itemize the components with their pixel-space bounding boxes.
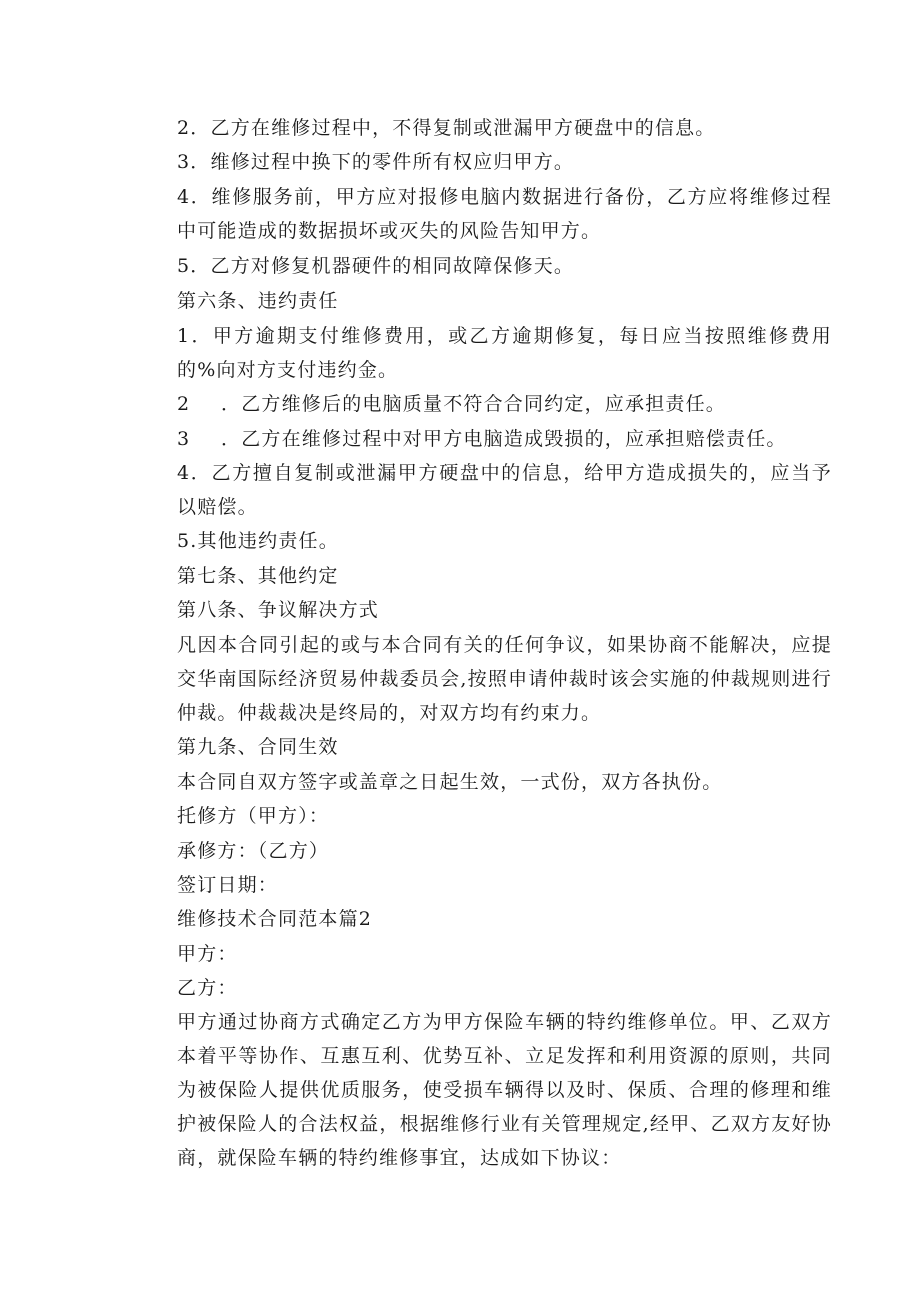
paragraph-preamble: 甲方通过协商方式确定乙方为甲方保险车辆的特约维修单位。甲、乙双方本着平等协作、互惠互利、优势互补、立足发挥和利用资源的原则，共同为被保险人提供优质服务，使受损车辆得以及时、保质、合理的修理和维护被保险人的合法权益，根据维修行业有关管理规定,经甲、乙双方友好协商，就保险车辆的特约维修事宜，达成如下协议： [177, 1011, 832, 1169]
signature-party-a: 托修方（甲方）： [177, 805, 330, 827]
signing-date: 签订日期： [177, 874, 279, 896]
heading-article-8: 第八条、争议解决方式 [177, 599, 380, 621]
paragraph-clause-5-3: 3．维修过程中换下的零件所有权应归甲方。 [177, 151, 575, 173]
clause-text: ．乙方在维修过程中对甲方电脑造成毁损的，应承担赔偿责任。 [221, 428, 787, 450]
section-title-sample-2: 维修技术合同范本篇2 [177, 908, 373, 930]
paragraph-clause-5-4: 4．维修服务前，甲方应对报修电脑内数据进行备份，乙方应将维修过程中可能造成的数据损坏或灭失的风险告知甲方。 [177, 186, 832, 242]
signature-party-b: 承修方：（乙方） [177, 840, 330, 862]
paragraph-arbitration: 凡因本合同引起的或与本合同有关的任何争议，如果协商不能解决，应提交华南国际经济贸易仲裁委员会,按照申请仲裁时该会实施的仲裁规则进行仲裁。仲裁裁决是终局的，对双方均有约束力。 [177, 634, 832, 724]
heading-article-9: 第九条、合同生效 [177, 736, 339, 758]
paragraph-clause-5-2: 2．乙方在维修过程中，不得复制或泄漏甲方硬盘中的信息。 [177, 117, 716, 139]
heading-article-6: 第六条、违约责任 [177, 290, 339, 312]
clause-number: 3 [177, 428, 191, 450]
clause-number: 2 [177, 393, 191, 415]
paragraph-clause-6-3 [137, 422, 832, 456]
paragraph-clause-6-5: 5.其他违约责任。 [177, 530, 339, 552]
paragraph-effectiveness: 本合同自双方签字或盖章之日起生效，一式份，双方各执份。 [177, 771, 723, 793]
paragraph-clause-6-2 [137, 387, 832, 421]
heading-article-7: 第七条、其他约定 [177, 565, 339, 587]
clause-text: ．乙方维修后的电脑质量不符合合同约定，应承担责任。 [221, 393, 727, 415]
paragraph-clause-5-5: 5．乙方对修复机器硬件的相同故障保修天。 [177, 255, 575, 277]
party-b-label: 乙方： [177, 977, 238, 999]
paragraph-clause-6-4: 4．乙方擅自复制或泄漏甲方硬盘中的信息，给甲方造成损失的，应当予以赔偿。 [177, 462, 832, 518]
party-a-label: 甲方： [177, 943, 238, 965]
paragraph-clause-6-1: 1．甲方逾期支付维修费用，或乙方逾期修复，每日应当按照维修费用的%向对方支付违约金。 [177, 325, 832, 381]
